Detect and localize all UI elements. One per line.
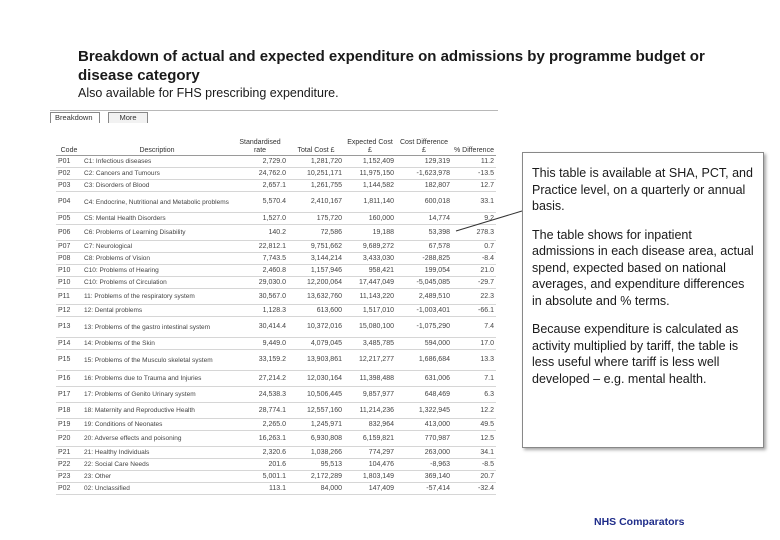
table-cell-desc: C10: Problems of Circulation bbox=[82, 277, 232, 289]
table-cell-pct: 9.2 bbox=[452, 213, 496, 225]
column-header: Total Cost £ bbox=[288, 129, 344, 156]
table-cell-code: P21 bbox=[56, 447, 82, 459]
table-cell-rate: 5,001.1 bbox=[232, 471, 288, 483]
table-cell-total: 13,632,760 bbox=[288, 289, 344, 305]
table-cell-total: 1,261,755 bbox=[288, 180, 344, 192]
table-cell-total: 2,410,167 bbox=[288, 192, 344, 213]
info-callout bbox=[522, 152, 764, 448]
slide-title: Breakdown of actual and expected expenditure on admissions by programme budget or disease category bbox=[78, 48, 705, 84]
table-cell-code: P16 bbox=[56, 371, 82, 387]
table-cell-code: P07 bbox=[56, 241, 82, 253]
slide-subtitle: Also available for FHS prescribing expenditure. bbox=[78, 86, 339, 100]
table-cell-total: 10,506,445 bbox=[288, 387, 344, 403]
table-cell-expected: 1,517,010 bbox=[344, 305, 396, 317]
table-cell-desc: 11: Problems of the respiratory system bbox=[82, 289, 232, 305]
table-cell-code: P15 bbox=[56, 350, 82, 371]
table-cell-diff: 129,319 bbox=[396, 156, 452, 168]
table-cell-expected: 11,398,488 bbox=[344, 371, 396, 387]
table-cell-total: 175,720 bbox=[288, 213, 344, 225]
table-cell-code: P05 bbox=[56, 213, 82, 225]
table-cell-rate: 27,214.2 bbox=[232, 371, 288, 387]
table-cell-pct: 12.5 bbox=[452, 431, 496, 447]
table-cell-code: P03 bbox=[56, 180, 82, 192]
table-cell-diff: 594,000 bbox=[396, 338, 452, 350]
table-cell-diff: -8,963 bbox=[396, 459, 452, 471]
table-cell-expected: 9,689,272 bbox=[344, 241, 396, 253]
table-cell-total: 613,600 bbox=[288, 305, 344, 317]
table-cell-pct: 13.3 bbox=[452, 350, 496, 371]
table-cell-code: P23 bbox=[56, 471, 82, 483]
table-cell-pct: 33.1 bbox=[452, 192, 496, 213]
table-cell-total: 2,172,289 bbox=[288, 471, 344, 483]
column-header: Cost Difference £ bbox=[396, 129, 452, 156]
table-cell-total: 72,586 bbox=[288, 225, 344, 241]
table-cell-expected: 12,217,277 bbox=[344, 350, 396, 371]
table-cell-pct: -8.4 bbox=[452, 253, 496, 265]
table-cell-pct: 22.3 bbox=[452, 289, 496, 305]
table-cell-rate: 2,265.0 bbox=[232, 419, 288, 431]
table-cell-expected: 774,297 bbox=[344, 447, 396, 459]
table-cell-diff: 600,018 bbox=[396, 192, 452, 213]
table-cell-rate: 5,570.4 bbox=[232, 192, 288, 213]
table-cell-expected: 11,214,236 bbox=[344, 403, 396, 419]
table-cell-rate: 16,263.1 bbox=[232, 431, 288, 447]
table-cell-rate: 1,527.0 bbox=[232, 213, 288, 225]
table-cell-code: P12 bbox=[56, 305, 82, 317]
table-cell-rate: 22,812.1 bbox=[232, 241, 288, 253]
table-cell-code: P22 bbox=[56, 459, 82, 471]
table-cell-diff: 14,774 bbox=[396, 213, 452, 225]
table-cell-diff: 631,006 bbox=[396, 371, 452, 387]
table-cell-code: P14 bbox=[56, 338, 82, 350]
table-cell-expected: 19,188 bbox=[344, 225, 396, 241]
table-cell-rate: 24,762.0 bbox=[232, 168, 288, 180]
table-cell-desc: 20: Adverse effects and poisoning bbox=[82, 431, 232, 447]
table-cell-expected: 832,964 bbox=[344, 419, 396, 431]
column-header: % Difference bbox=[452, 129, 496, 156]
table-cell-desc: 12: Dental problems bbox=[82, 305, 232, 317]
table-cell-pct: 7.1 bbox=[452, 371, 496, 387]
table-cell-pct: 17.0 bbox=[452, 338, 496, 350]
table-cell-pct: -13.5 bbox=[452, 168, 496, 180]
table-cell-expected: 104,476 bbox=[344, 459, 396, 471]
table-cell-code: P01 bbox=[56, 156, 82, 168]
table-cell-expected: 1,811,140 bbox=[344, 192, 396, 213]
table-cell-diff: 2,489,510 bbox=[396, 289, 452, 305]
table-cell-desc: 15: Problems of the Musculo skeletal system bbox=[82, 350, 232, 371]
table-cell-code: P08 bbox=[56, 253, 82, 265]
note-paragraph: Because expenditure is calculated as activity multiplied by tariff, the table is less useful where tariff is less well developed – e.g. mental health. bbox=[532, 322, 739, 386]
table-cell-rate: 9,449.0 bbox=[232, 338, 288, 350]
table-cell-code: P18 bbox=[56, 403, 82, 419]
table-cell-rate: 28,774.1 bbox=[232, 403, 288, 419]
table-cell-total: 84,000 bbox=[288, 483, 344, 495]
table-cell-total: 4,079,045 bbox=[288, 338, 344, 350]
table-cell-expected: 15,080,100 bbox=[344, 317, 396, 338]
table-cell-rate: 140.2 bbox=[232, 225, 288, 241]
table-cell-pct: 49.5 bbox=[452, 419, 496, 431]
table-cell-rate: 1,128.3 bbox=[232, 305, 288, 317]
table-cell-pct: 278.3 bbox=[452, 225, 496, 241]
table-cell-desc: C1: Infectious diseases bbox=[82, 156, 232, 168]
table-cell-expected: 1,803,149 bbox=[344, 471, 396, 483]
table-cell-diff: -1,003,401 bbox=[396, 305, 452, 317]
column-header: Expected Cost £ bbox=[344, 129, 396, 156]
table-cell-desc: 21: Healthy Individuals bbox=[82, 447, 232, 459]
table-cell-pct: 12.2 bbox=[452, 403, 496, 419]
table-cell-expected: 147,409 bbox=[344, 483, 396, 495]
table-cell-desc: 02: Unclassified bbox=[82, 483, 232, 495]
table-cell-expected: 9,857,977 bbox=[344, 387, 396, 403]
table-cell-desc: C6: Problems of Learning Disability bbox=[82, 225, 232, 241]
table-cell-diff: 413,000 bbox=[396, 419, 452, 431]
note-paragraph: This table is available at SHA, PCT, and Practice level, on a quarterly or annual basis. bbox=[532, 166, 753, 213]
column-header: Description bbox=[82, 129, 232, 156]
table-cell-desc: 13: Problems of the gastro intestinal system bbox=[82, 317, 232, 338]
column-header: Standardised rate bbox=[232, 129, 288, 156]
table-cell-rate: 2,460.8 bbox=[232, 265, 288, 277]
table-cell-rate: 7,743.5 bbox=[232, 253, 288, 265]
table-cell-code: P19 bbox=[56, 419, 82, 431]
table-cell-code: P13 bbox=[56, 317, 82, 338]
table-cell-total: 1,157,946 bbox=[288, 265, 344, 277]
table-cell-diff: -1,623,978 bbox=[396, 168, 452, 180]
table-cell-total: 3,144,214 bbox=[288, 253, 344, 265]
table-cell-desc: C10: Problems of Hearing bbox=[82, 265, 232, 277]
table-cell-rate: 29,030.0 bbox=[232, 277, 288, 289]
table-cell-code: P02 bbox=[56, 168, 82, 180]
table-cell-diff: 53,398 bbox=[396, 225, 452, 241]
table-cell-diff: 648,469 bbox=[396, 387, 452, 403]
table-cell-total: 12,200,064 bbox=[288, 277, 344, 289]
table-cell-diff: -5,045,085 bbox=[396, 277, 452, 289]
table-cell-desc: C3: Disorders of Blood bbox=[82, 180, 232, 192]
table-cell-desc: 22: Social Care Needs bbox=[82, 459, 232, 471]
table-cell-diff: 1,686,684 bbox=[396, 350, 452, 371]
table-cell-total: 9,751,662 bbox=[288, 241, 344, 253]
table-cell-total: 1,281,720 bbox=[288, 156, 344, 168]
table-cell-code: P06 bbox=[56, 225, 82, 241]
table-cell-pct: -66.1 bbox=[452, 305, 496, 317]
table-cell-diff: 770,987 bbox=[396, 431, 452, 447]
table-cell-expected: 1,144,582 bbox=[344, 180, 396, 192]
table-cell-pct: 34.1 bbox=[452, 447, 496, 459]
table-cell-desc: C7: Neurological bbox=[82, 241, 232, 253]
table-cell-rate: 113.1 bbox=[232, 483, 288, 495]
table-cell-pct: 11.2 bbox=[452, 156, 496, 168]
table-cell-diff: 199,054 bbox=[396, 265, 452, 277]
table-cell-code: P20 bbox=[56, 431, 82, 447]
table-cell-code: P02 bbox=[56, 483, 82, 495]
table-cell-diff: 67,578 bbox=[396, 241, 452, 253]
table-cell-pct: -32.4 bbox=[452, 483, 496, 495]
table-cell-desc: 16: Problems due to Trauma and Injuries bbox=[82, 371, 232, 387]
table-cell-desc: C2: Cancers and Tumours bbox=[82, 168, 232, 180]
table-cell-diff: 1,322,945 bbox=[396, 403, 452, 419]
table-cell-pct: 7.4 bbox=[452, 317, 496, 338]
table-cell-diff: 369,140 bbox=[396, 471, 452, 483]
table-cell-code: P11 bbox=[56, 289, 82, 305]
table-cell-code: P17 bbox=[56, 387, 82, 403]
table-cell-pct: 6.3 bbox=[452, 387, 496, 403]
table-cell-pct: 20.7 bbox=[452, 471, 496, 483]
table-cell-pct: 0.7 bbox=[452, 241, 496, 253]
table-cell-rate: 2,320.6 bbox=[232, 447, 288, 459]
column-header: Code bbox=[56, 129, 82, 156]
table-cell-code: P10 bbox=[56, 265, 82, 277]
table-cell-desc: 19: Conditions of Neonates bbox=[82, 419, 232, 431]
table-cell-rate: 33,159.2 bbox=[232, 350, 288, 371]
note-paragraph: The table shows for inpatient admissions in each disease area, actual spend, expected based on national averages, and expenditure differences in absolute and % terms. bbox=[532, 227, 754, 308]
table-cell-diff: -288,825 bbox=[396, 253, 452, 265]
table-cell-diff: 263,000 bbox=[396, 447, 452, 459]
table-cell-rate: 2,657.1 bbox=[232, 180, 288, 192]
table-cell-total: 12,030,164 bbox=[288, 371, 344, 387]
table-cell-diff: 182,807 bbox=[396, 180, 452, 192]
table-cell-expected: 160,000 bbox=[344, 213, 396, 225]
table-cell-pct: -29.7 bbox=[452, 277, 496, 289]
table-cell-expected: 3,433,030 bbox=[344, 253, 396, 265]
table-cell-expected: 958,421 bbox=[344, 265, 396, 277]
table-cell-rate: 24,538.3 bbox=[232, 387, 288, 403]
table-cell-pct: -8.5 bbox=[452, 459, 496, 471]
table-cell-expected: 11,143,220 bbox=[344, 289, 396, 305]
tab-breakdown[interactable]: Breakdown bbox=[50, 112, 100, 123]
table-cell-total: 95,513 bbox=[288, 459, 344, 471]
table-cell-desc: C5: Mental Health Disorders bbox=[82, 213, 232, 225]
table-cell-total: 12,557,160 bbox=[288, 403, 344, 419]
table-cell-code: P04 bbox=[56, 192, 82, 213]
table-cell-desc: 17: Problems of Genito Urinary system bbox=[82, 387, 232, 403]
table-cell-pct: 12.7 bbox=[452, 180, 496, 192]
table-cell-rate: 201.6 bbox=[232, 459, 288, 471]
table-cell-total: 6,930,808 bbox=[288, 431, 344, 447]
table-cell-code: P10 bbox=[56, 277, 82, 289]
table-cell-desc: 14: Problems of the Skin bbox=[82, 338, 232, 350]
table-cell-rate: 30,414.4 bbox=[232, 317, 288, 338]
table-cell-expected: 11,975,150 bbox=[344, 168, 396, 180]
table-cell-diff: -57,414 bbox=[396, 483, 452, 495]
table-cell-diff: -1,075,290 bbox=[396, 317, 452, 338]
table-cell-total: 10,251,171 bbox=[288, 168, 344, 180]
table-cell-expected: 3,485,785 bbox=[344, 338, 396, 350]
tab-more[interactable]: More bbox=[108, 112, 148, 123]
table-cell-desc: 18: Maternity and Reproductive Health bbox=[82, 403, 232, 419]
table-cell-expected: 6,159,821 bbox=[344, 431, 396, 447]
table-cell-desc: C4: Endocrine, Nutritional and Metabolic problems bbox=[82, 192, 232, 213]
table-cell-desc: 23: Other bbox=[82, 471, 232, 483]
table-cell-desc: C8: Problems of Vision bbox=[82, 253, 232, 265]
footer-brand: NHS Comparators bbox=[594, 516, 685, 528]
table-cell-total: 10,372,016 bbox=[288, 317, 344, 338]
table-cell-total: 1,038,266 bbox=[288, 447, 344, 459]
table-cell-rate: 2,729.0 bbox=[232, 156, 288, 168]
table-cell-total: 13,903,861 bbox=[288, 350, 344, 371]
table-cell-total: 1,245,971 bbox=[288, 419, 344, 431]
table-cell-pct: 21.0 bbox=[452, 265, 496, 277]
table-cell-expected: 17,447,049 bbox=[344, 277, 396, 289]
table-cell-rate: 30,567.0 bbox=[232, 289, 288, 305]
table-cell-expected: 1,152,409 bbox=[344, 156, 396, 168]
